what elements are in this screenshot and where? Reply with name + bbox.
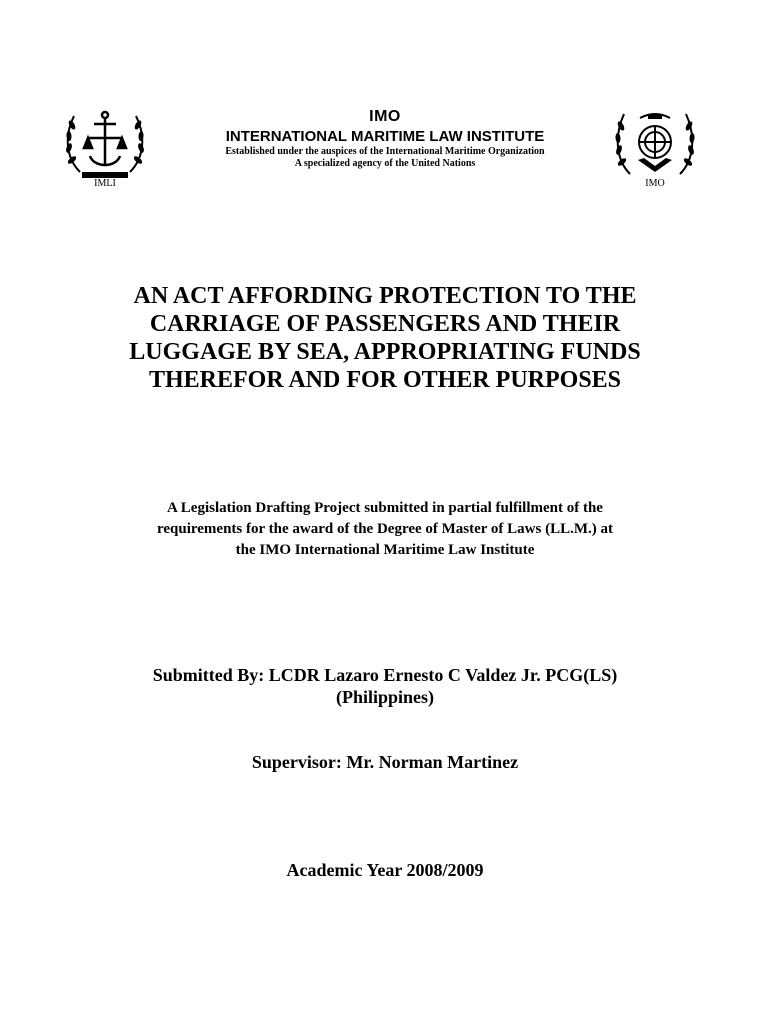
title-line: CARRIAGE OF PASSENGERS AND THEIR [149,311,621,337]
submitted-by [60,664,710,708]
imli-caption: IMLI [94,178,116,189]
supervisor: Supervisor: Mr. Norman Martinez [251,752,519,772]
submitted-by-line: Submitted By: LCDR Lazaro Ernesto C Valdez Jr. PCG(LS) [152,665,618,685]
project-line: requirements for the award of the Degree of Master of Laws (LL.M.) at [156,521,613,537]
institute-header [0,108,770,170]
submitted-country: (Philippines) [335,687,435,707]
imo-caption: IMO [645,178,665,189]
project-line: A Legislation Drafting Project submitted in partial fulfillment of the [167,500,603,516]
document-title [60,282,710,394]
project-line: the IMO International Maritime Law Institute [235,542,535,558]
agency-line: A specialized agency of the United Nations [294,158,476,169]
auspices-line: Established under the auspices of the International Maritime Organization [225,146,545,157]
academic-year: Academic Year 2008/2009 [286,860,484,880]
title-line: AN ACT AFFORDING PROTECTION TO THE [133,283,637,309]
project-description [60,498,710,561]
institute-name: INTERNATIONAL MARITIME LAW INSTITUTE [225,128,545,145]
org-short-name: IMO [369,108,401,125]
title-line: THEREFOR AND FOR OTHER PURPOSES [148,367,622,393]
title-line: LUGGAGE BY SEA, APPROPRIATING FUNDS [129,339,641,365]
